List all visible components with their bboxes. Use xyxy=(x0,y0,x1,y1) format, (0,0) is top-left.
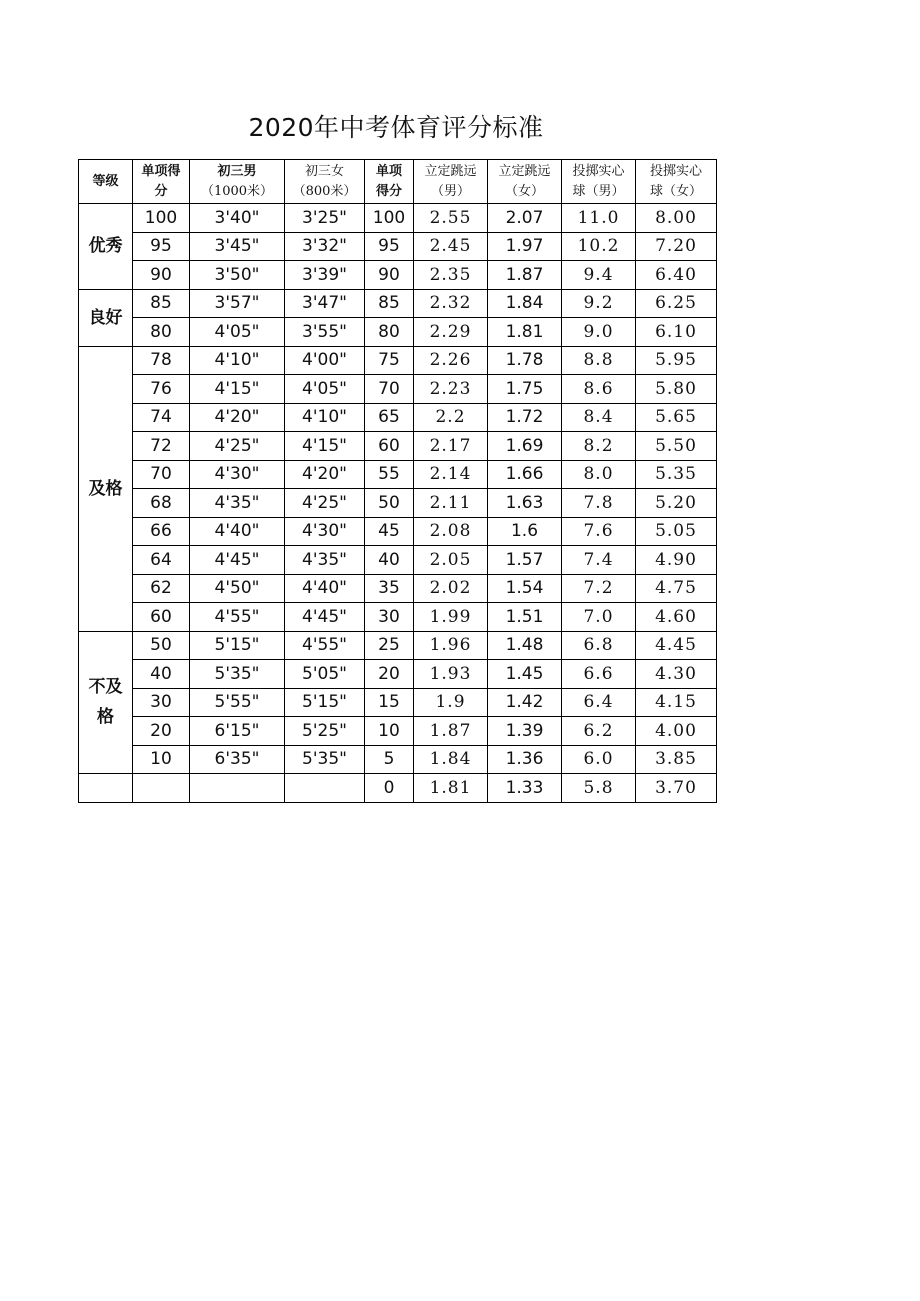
cell-jump-f: 1.48 xyxy=(488,631,562,660)
header-score-b-line1: 单项 xyxy=(375,163,402,179)
cell-boy-run: 4'30" xyxy=(190,460,285,489)
cell-jump-m: 2.2 xyxy=(414,403,488,432)
cell-jump-f: 1.45 xyxy=(488,660,562,689)
header-girl-run-line1: 初三女 xyxy=(304,163,344,179)
cell-jump-f: 1.6 xyxy=(488,517,562,546)
table-row xyxy=(79,574,717,603)
header-jump-f-line1: 立定跳远 xyxy=(498,163,551,179)
cell-boy-run: 4'50" xyxy=(190,574,285,603)
cell-boy-run: 3'40" xyxy=(190,204,285,233)
cell-score-b: 50 xyxy=(365,489,414,518)
cell-boy-run: 4'15" xyxy=(190,375,285,404)
cell-score-a: 70 xyxy=(133,460,190,489)
cell-ball-m: 8.4 xyxy=(562,403,636,432)
cell-boy-run: 4'40" xyxy=(190,517,285,546)
cell-girl-run: 3'39" xyxy=(285,261,365,290)
header-jump-m-line2: （男） xyxy=(430,183,470,199)
cell-score-a: 95 xyxy=(133,232,190,261)
cell-ball-f: 4.60 xyxy=(636,603,717,632)
grade-fail xyxy=(79,631,133,774)
cell-jump-f: 1.63 xyxy=(488,489,562,518)
table-row xyxy=(79,318,717,347)
table-row xyxy=(79,204,717,233)
cell-ball-f: 6.40 xyxy=(636,261,717,290)
cell-ball-m: 7.0 xyxy=(562,603,636,632)
cell-ball-f: 5.05 xyxy=(636,517,717,546)
cell-jump-f: 1.42 xyxy=(488,688,562,717)
cell-ball-m: 8.6 xyxy=(562,375,636,404)
cell-jump-m: 2.45 xyxy=(414,232,488,261)
header-ball-m xyxy=(562,160,636,204)
cell-boy-run: 5'15" xyxy=(190,631,285,660)
cell-girl-run: 3'55" xyxy=(285,318,365,347)
cell-score-b: 90 xyxy=(365,261,414,290)
cell-jump-f: 1.97 xyxy=(488,232,562,261)
cell-jump-f: 1.33 xyxy=(488,774,562,803)
table-row xyxy=(79,603,717,632)
cell-ball-m: 6.2 xyxy=(562,717,636,746)
table-row xyxy=(79,289,717,318)
cell-ball-m: 7.8 xyxy=(562,489,636,518)
cell-boy-run: 6'15" xyxy=(190,717,285,746)
cell-jump-f: 1.87 xyxy=(488,261,562,290)
cell-boy-run xyxy=(190,774,285,803)
cell-jump-m: 2.55 xyxy=(414,204,488,233)
cell-ball-m: 9.2 xyxy=(562,289,636,318)
cell-boy-run: 4'10" xyxy=(190,346,285,375)
grade-empty xyxy=(79,774,133,803)
cell-ball-m: 10.2 xyxy=(562,232,636,261)
grade-fail-label-line2: 格 xyxy=(97,707,114,728)
header-girl-run xyxy=(285,160,365,204)
cell-score-a: 100 xyxy=(133,204,190,233)
table-row xyxy=(79,375,717,404)
cell-jump-f: 1.39 xyxy=(488,717,562,746)
header-ball-m-line2: 球（男） xyxy=(572,183,625,199)
table-row xyxy=(79,432,717,461)
cell-score-b: 80 xyxy=(365,318,414,347)
cell-score-b: 35 xyxy=(365,574,414,603)
table-row xyxy=(79,403,717,432)
cell-boy-run: 4'05" xyxy=(190,318,285,347)
cell-score-b: 70 xyxy=(365,375,414,404)
cell-score-a: 62 xyxy=(133,574,190,603)
cell-ball-f: 5.35 xyxy=(636,460,717,489)
cell-ball-m: 6.6 xyxy=(562,660,636,689)
cell-girl-run: 4'55" xyxy=(285,631,365,660)
header-score-b-line2: 得分 xyxy=(375,183,402,199)
cell-score-a: 72 xyxy=(133,432,190,461)
cell-score-a: 60 xyxy=(133,603,190,632)
grade-excellent xyxy=(79,204,133,290)
header-score-a xyxy=(133,160,190,204)
cell-girl-run: 4'10" xyxy=(285,403,365,432)
header-score-a-line2: 分 xyxy=(154,183,168,199)
cell-score-a: 50 xyxy=(133,631,190,660)
cell-jump-m: 2.14 xyxy=(414,460,488,489)
cell-ball-m: 6.4 xyxy=(562,688,636,717)
cell-score-b: 55 xyxy=(365,460,414,489)
cell-jump-m: 2.32 xyxy=(414,289,488,318)
cell-boy-run: 5'35" xyxy=(190,660,285,689)
cell-girl-run: 4'05" xyxy=(285,375,365,404)
cell-girl-run: 5'05" xyxy=(285,660,365,689)
cell-ball-f: 4.30 xyxy=(636,660,717,689)
grade-good xyxy=(79,289,133,346)
cell-ball-f: 3.85 xyxy=(636,745,717,774)
cell-jump-m: 2.35 xyxy=(414,261,488,290)
cell-jump-m: 2.23 xyxy=(414,375,488,404)
cell-jump-m: 2.29 xyxy=(414,318,488,347)
cell-ball-m: 8.0 xyxy=(562,460,636,489)
cell-girl-run: 4'25" xyxy=(285,489,365,518)
grade-good-label: 良好 xyxy=(88,307,123,328)
cell-score-b: 85 xyxy=(365,289,414,318)
header-boy-run-line2: （1000米） xyxy=(200,183,274,199)
cell-jump-f: 1.84 xyxy=(488,289,562,318)
cell-boy-run: 4'25" xyxy=(190,432,285,461)
cell-jump-m: 2.11 xyxy=(414,489,488,518)
cell-girl-run: 5'35" xyxy=(285,745,365,774)
cell-jump-f: 1.78 xyxy=(488,346,562,375)
cell-girl-run: 4'45" xyxy=(285,603,365,632)
header-jump-m-line1: 立定跳远 xyxy=(424,163,477,179)
table-row xyxy=(79,232,717,261)
cell-score-a: 68 xyxy=(133,489,190,518)
cell-ball-f: 7.20 xyxy=(636,232,717,261)
cell-score-a: 10 xyxy=(133,745,190,774)
cell-jump-f: 1.54 xyxy=(488,574,562,603)
cell-score-a: 20 xyxy=(133,717,190,746)
table-row xyxy=(79,745,717,774)
cell-boy-run: 4'45" xyxy=(190,546,285,575)
cell-ball-f: 4.75 xyxy=(636,574,717,603)
cell-jump-m: 1.87 xyxy=(414,717,488,746)
cell-jump-f: 1.66 xyxy=(488,460,562,489)
header-grade: 等级 xyxy=(79,160,133,204)
cell-score-b: 65 xyxy=(365,403,414,432)
header-ball-f xyxy=(636,160,717,204)
cell-score-b: 15 xyxy=(365,688,414,717)
cell-girl-run: 3'32" xyxy=(285,232,365,261)
cell-jump-f: 1.57 xyxy=(488,546,562,575)
grade-excellent-label: 优秀 xyxy=(88,236,123,257)
cell-jump-m: 1.84 xyxy=(414,745,488,774)
cell-score-a: 76 xyxy=(133,375,190,404)
cell-girl-run: 4'20" xyxy=(285,460,365,489)
cell-ball-m: 8.2 xyxy=(562,432,636,461)
cell-jump-m: 1.93 xyxy=(414,660,488,689)
cell-score-b: 0 xyxy=(365,774,414,803)
cell-ball-f: 5.80 xyxy=(636,375,717,404)
cell-jump-m: 2.17 xyxy=(414,432,488,461)
cell-jump-m: 1.81 xyxy=(414,774,488,803)
cell-score-b: 20 xyxy=(365,660,414,689)
cell-girl-run: 5'15" xyxy=(285,688,365,717)
cell-boy-run: 3'45" xyxy=(190,232,285,261)
cell-score-a: 30 xyxy=(133,688,190,717)
table-row xyxy=(79,717,717,746)
table-row xyxy=(79,489,717,518)
cell-score-b: 75 xyxy=(365,346,414,375)
cell-boy-run: 3'57" xyxy=(190,289,285,318)
cell-girl-run: 5'25" xyxy=(285,717,365,746)
header-jump-f xyxy=(488,160,562,204)
cell-ball-m: 8.8 xyxy=(562,346,636,375)
cell-ball-f: 6.10 xyxy=(636,318,717,347)
cell-ball-m: 7.6 xyxy=(562,517,636,546)
cell-score-b: 95 xyxy=(365,232,414,261)
cell-jump-f: 1.72 xyxy=(488,403,562,432)
cell-score-a: 90 xyxy=(133,261,190,290)
cell-girl-run: 3'47" xyxy=(285,289,365,318)
cell-score-b: 60 xyxy=(365,432,414,461)
cell-girl-run: 4'15" xyxy=(285,432,365,461)
cell-score-b: 25 xyxy=(365,631,414,660)
cell-jump-m: 2.26 xyxy=(414,346,488,375)
cell-ball-m: 9.0 xyxy=(562,318,636,347)
header-ball-f-line1: 投掷实心 xyxy=(649,163,702,179)
cell-ball-m: 9.4 xyxy=(562,261,636,290)
table-row xyxy=(79,688,717,717)
cell-score-b: 100 xyxy=(365,204,414,233)
cell-ball-m: 7.2 xyxy=(562,574,636,603)
cell-score-a xyxy=(133,774,190,803)
cell-ball-f: 5.50 xyxy=(636,432,717,461)
cell-jump-f: 1.36 xyxy=(488,745,562,774)
cell-girl-run: 3'25" xyxy=(285,204,365,233)
cell-score-a: 64 xyxy=(133,546,190,575)
cell-ball-f: 4.45 xyxy=(636,631,717,660)
page-title: 2020年中考体育评分标准 xyxy=(248,113,544,142)
cell-jump-f: 1.75 xyxy=(488,375,562,404)
header-ball-m-line1: 投掷实心 xyxy=(572,163,625,179)
cell-score-a: 66 xyxy=(133,517,190,546)
cell-ball-m: 6.0 xyxy=(562,745,636,774)
cell-jump-f: 1.51 xyxy=(488,603,562,632)
header-score-a-line1: 单项得 xyxy=(141,163,181,179)
cell-ball-f: 4.00 xyxy=(636,717,717,746)
cell-jump-m: 2.05 xyxy=(414,546,488,575)
table-row xyxy=(79,261,717,290)
cell-boy-run: 4'55" xyxy=(190,603,285,632)
header-jump-m xyxy=(414,160,488,204)
cell-girl-run: 4'00" xyxy=(285,346,365,375)
cell-ball-f: 4.90 xyxy=(636,546,717,575)
cell-boy-run: 3'50" xyxy=(190,261,285,290)
header-boy-run xyxy=(190,160,285,204)
header-jump-f-line2: （女） xyxy=(504,183,544,199)
cell-jump-m: 2.08 xyxy=(414,517,488,546)
cell-girl-run: 4'35" xyxy=(285,546,365,575)
header-boy-run-line1: 初三男 xyxy=(217,163,257,179)
cell-score-a: 78 xyxy=(133,346,190,375)
cell-score-a: 85 xyxy=(133,289,190,318)
cell-jump-m: 1.96 xyxy=(414,631,488,660)
cell-score-a: 40 xyxy=(133,660,190,689)
cell-ball-f: 8.00 xyxy=(636,204,717,233)
grade-fail-label-line1: 不及 xyxy=(88,677,123,698)
cell-boy-run: 4'20" xyxy=(190,403,285,432)
cell-ball-f: 4.15 xyxy=(636,688,717,717)
scoring-table xyxy=(78,159,717,803)
header-ball-f-line2: 球（女） xyxy=(649,183,702,199)
cell-jump-f: 1.69 xyxy=(488,432,562,461)
table-row xyxy=(79,660,717,689)
cell-score-b: 45 xyxy=(365,517,414,546)
table-row xyxy=(79,546,717,575)
cell-ball-f: 5.20 xyxy=(636,489,717,518)
cell-boy-run: 5'55" xyxy=(190,688,285,717)
cell-score-b: 10 xyxy=(365,717,414,746)
cell-score-a: 74 xyxy=(133,403,190,432)
cell-ball-f: 5.65 xyxy=(636,403,717,432)
table-row xyxy=(79,346,717,375)
cell-jump-f: 2.07 xyxy=(488,204,562,233)
cell-jump-m: 1.9 xyxy=(414,688,488,717)
table-row xyxy=(79,460,717,489)
grade-pass-label: 及格 xyxy=(88,478,123,499)
cell-boy-run: 6'35" xyxy=(190,745,285,774)
cell-score-a: 80 xyxy=(133,318,190,347)
cell-girl-run: 4'30" xyxy=(285,517,365,546)
cell-girl-run: 4'40" xyxy=(285,574,365,603)
cell-ball-m: 6.8 xyxy=(562,631,636,660)
cell-jump-m: 1.99 xyxy=(414,603,488,632)
cell-ball-m: 7.4 xyxy=(562,546,636,575)
cell-ball-f: 6.25 xyxy=(636,289,717,318)
cell-score-b: 30 xyxy=(365,603,414,632)
cell-score-b: 40 xyxy=(365,546,414,575)
grade-pass xyxy=(79,346,133,631)
header-score-b xyxy=(365,160,414,204)
table-row xyxy=(79,517,717,546)
table-row xyxy=(79,774,717,803)
cell-girl-run xyxy=(285,774,365,803)
header-girl-run-line2: （800米） xyxy=(292,183,357,199)
cell-jump-f: 1.81 xyxy=(488,318,562,347)
cell-ball-f: 5.95 xyxy=(636,346,717,375)
cell-ball-f: 3.70 xyxy=(636,774,717,803)
cell-boy-run: 4'35" xyxy=(190,489,285,518)
table-row xyxy=(79,631,717,660)
cell-ball-m: 5.8 xyxy=(562,774,636,803)
cell-ball-m: 11.0 xyxy=(562,204,636,233)
header-row xyxy=(79,160,717,204)
cell-jump-m: 2.02 xyxy=(414,574,488,603)
cell-score-b: 5 xyxy=(365,745,414,774)
